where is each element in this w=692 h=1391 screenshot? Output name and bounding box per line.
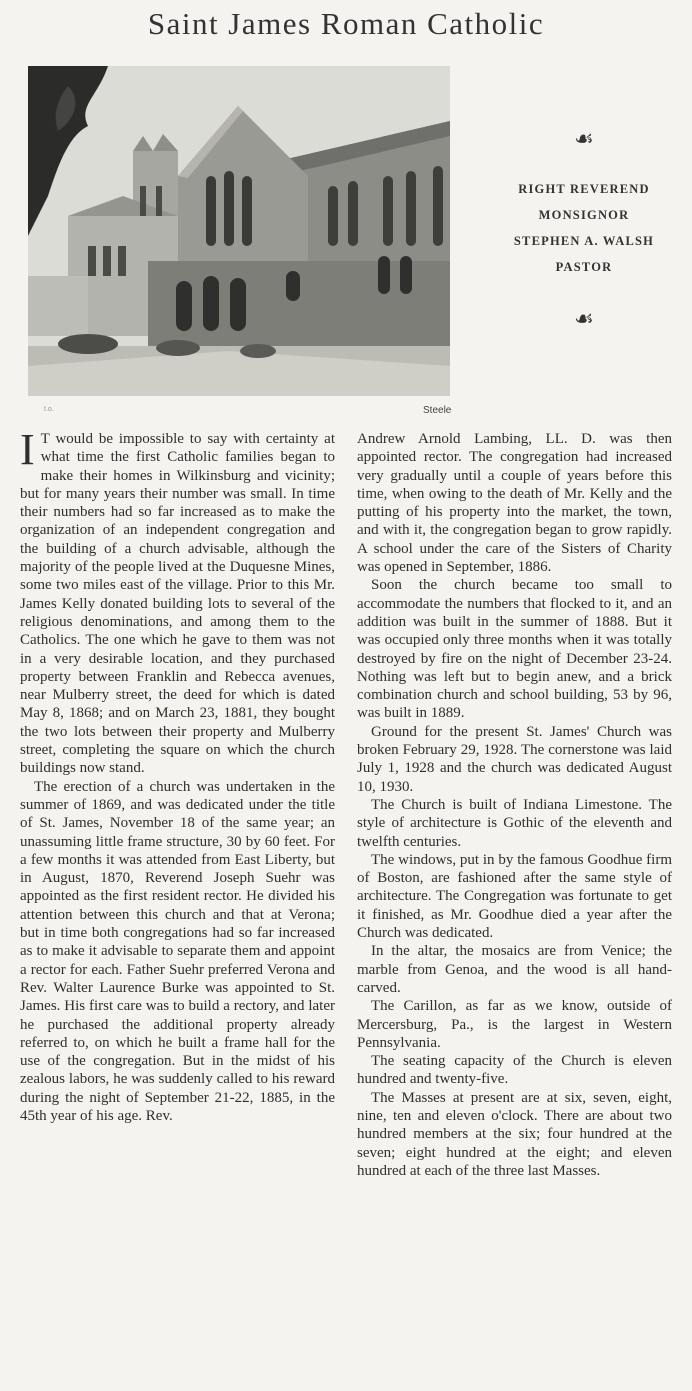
left-column bbox=[20, 425, 335, 1125]
drop-cap: I bbox=[20, 425, 35, 474]
fleuron-icon: ☙ bbox=[574, 126, 594, 151]
paragraph: The seating capacity of the Church is eleven hundred and twenty-five. bbox=[357, 1053, 672, 1088]
photo-credit-left: t.o. bbox=[44, 406, 54, 413]
paragraph: Andrew Arnold Lambing, LL. D. was then appointed rector. The congregation had increased very gradually until a couple of years before this time, when owing to the death of Mr. Kelly and the putting of his property into the market, the town, and with it, the congregation began to grow rapidly. A school under the care of the Sisters of Charity was opened in September, 1886. bbox=[357, 431, 672, 576]
church-photo bbox=[28, 66, 450, 396]
right-column bbox=[357, 430, 672, 1180]
photo-credit: Steele bbox=[423, 405, 452, 416]
pastor-line: MONSIGNOR bbox=[538, 208, 630, 222]
page-title: Saint James Roman Catholic bbox=[147, 6, 545, 41]
paragraph: Soon the church became too small to accommodate the numbers that flocked to it, and an addition was built in the summer of 1888. But it was occupied only three months when it was totally destroyed by fire on the night of December 23-24. Nothing was left but to begin anew, and a brick combination church and school building, 53 by 96, was built in 1889. bbox=[357, 577, 672, 722]
fleuron-icon: ☙ bbox=[574, 306, 594, 331]
paragraph: The Carillon, as far as we know, outside of Mercersburg, Pa., is the largest in Western Pennsylvania. bbox=[357, 998, 672, 1051]
paragraph: Ground for the present St. James' Church was broken February 29, 1928. The cornerstone was laid July 1, 1928 and the church was dedicated August 10, 1930. bbox=[357, 723, 672, 795]
pastor-line: RIGHT REVEREND bbox=[518, 182, 650, 196]
paragraph: The Masses at present are at six, seven, eight, nine, ten and eleven o'clock. There are about two hundred members at the six; four hundred at the seven; eight hundred at the eight; and eleven hundred at each of the three last Masses. bbox=[357, 1089, 672, 1179]
paragraph: In the altar, the mosaics are from Venice; the marble from Genoa, and the wood is all hand-carved. bbox=[357, 943, 672, 996]
pastor-line: PASTOR bbox=[555, 260, 613, 274]
paragraph: The Church is built of Indiana Limestone. The style of architecture is Gothic of the eleventh and twelfth centuries. bbox=[357, 796, 672, 850]
pastor-line: STEPHEN A. WALSH bbox=[513, 234, 655, 248]
paragraph: I T would be impossible to say with certainty at what time the first Catholic families began to make their homes in Wilkinsburg and vicinity; but for many years their number was small. In time their numbers had so far increased as to make the organization of an independent congregation and the building of a church advisable, although the majority of the people lived at the Duquesne Mines, some two miles east of the village. Prior to this Mr. James Kelly donated building lots to several of the religious denominations, and among them to the Catholics. The one which he gave to them was not in a very desirable location, and they purchased property between Franklin and Rebecca avenues, near Mulberry street, the deed for which is dated May 8, 1868; and on March 23, 1881, they bought the two lots between their property and Mulberry street, completing the square on which the church buildings now stand. bbox=[20, 425, 335, 777]
pastor-block bbox=[484, 128, 684, 330]
paragraph: The erection of a church was undertaken in the summer of 1869, and was dedicated under the title of St. James, November 18 of the same year; an unassuming little frame structure, 30 by 60 feet. For a few months it was attended from East Liberty, but in August, 1870, Reverend Joseph Suehr was appointed as the first resident rector. He divided his attention between this church and that at Verona; but in time both congregations had so far increased as to make it advisable to separate them and appoint a rector for each. Father Suehr preferred Verona and Rev. Walter Laurence Burke was appointed to St. James. His first care was to build a rectory, and later he purchased the additional property already referred to, on which he built a frame hall for the use of the congregation. But in the midst of his zealous labors, he was suddenly called to his reward during the night of September 21-22, 1885, in the 45th year of his age. Rev. bbox=[20, 778, 335, 1124]
paragraph: The windows, put in by the famous Goodhue firm of Boston, are fashioned after the same style of architecture. The Congregation was fortunate to get it finished, as Mr. Goodhue died a year after the Church was dedicated. bbox=[357, 851, 672, 942]
